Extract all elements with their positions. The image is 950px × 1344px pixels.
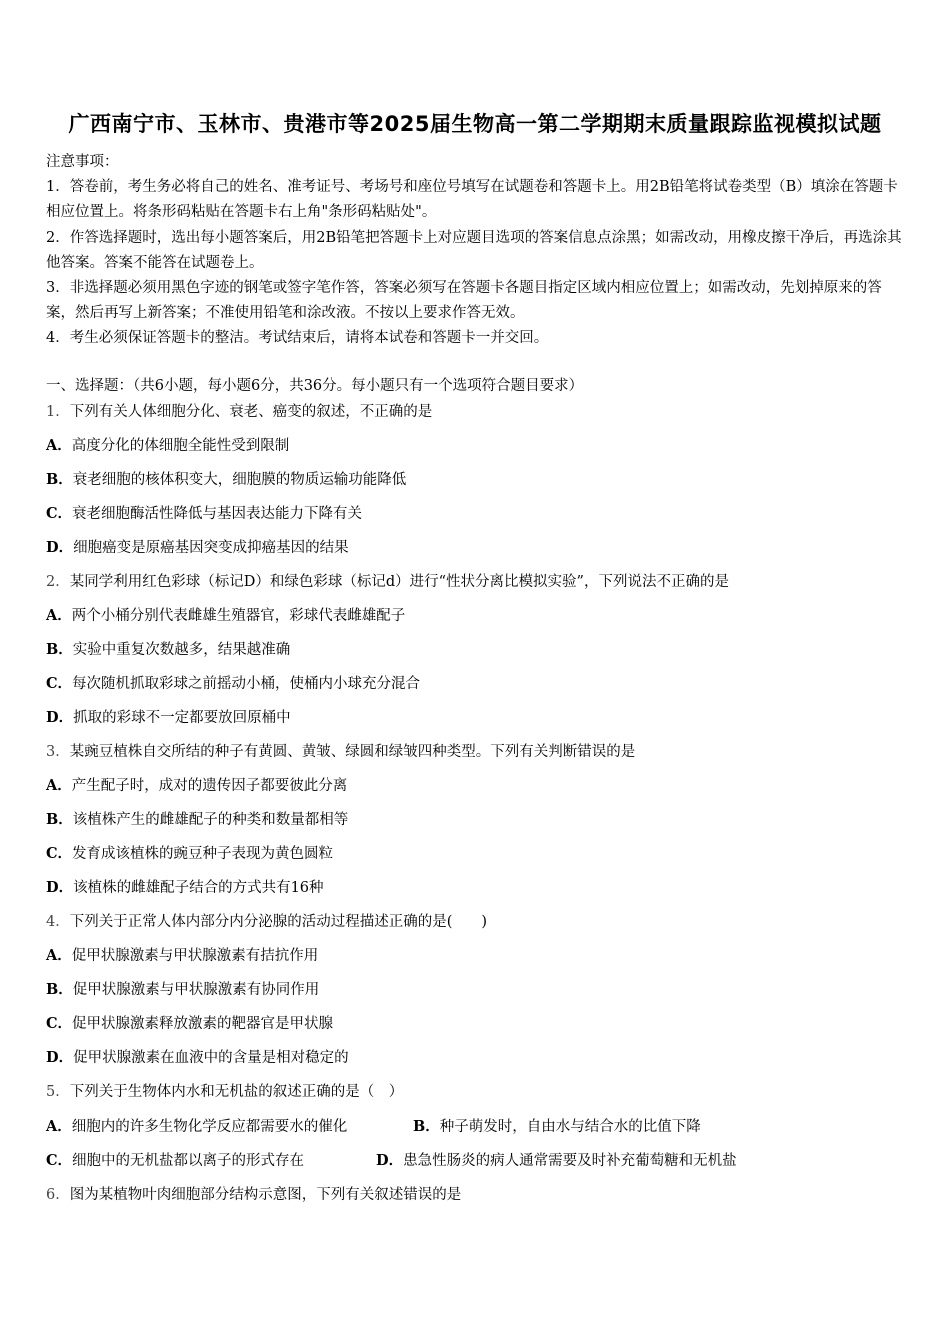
option-label: A．: [46, 437, 72, 454]
question-number: 5．: [46, 1084, 70, 1100]
option-text: 促甲状腺激素与甲状腺激素有协同作用: [72, 982, 320, 998]
option-label: B．: [46, 981, 73, 998]
option-text: 细胞中的无机盐都以离子的形式存在: [72, 1153, 305, 1169]
option-text: 该植株的雌雄配子结合的方式共有16种: [73, 880, 324, 896]
question-stem: [46, 1183, 461, 1204]
option-label: A．: [46, 1118, 72, 1135]
option-text: 种子萌发时，自由水与结合水的比值下降: [439, 1119, 701, 1135]
option-label: B．: [46, 471, 73, 488]
notice-item: 3．非选择题必须用黑色字迹的钢笔或签字笔作答，答案必须写在答题卡各题目指定区域内相应位置上；如需改动，先划掉原来的答案，然后再写上新答案；不准使用铅笔和涂改液。不按以上要求作答无效。: [46, 280, 882, 322]
option-row: [46, 1012, 333, 1033]
option-row: [46, 672, 420, 693]
option-row: [46, 808, 348, 829]
option-text: 高度分化的体细胞全能性受到限制: [71, 438, 290, 454]
question-number: 2．: [46, 574, 70, 590]
question-number: 6．: [46, 1187, 70, 1203]
option-label: A．: [46, 777, 72, 794]
option-text: 该植株产生的雌雄配子的种类和数量都相等: [72, 812, 349, 828]
option-row: [46, 842, 333, 863]
notice-item: 4．考生必须保证答题卡的整洁。考试结束后，请将本试卷和答题卡一并交回。: [46, 330, 549, 347]
question-text: 图为某植物叶肉细胞部分结构示意图，下列有关叙述错误的是: [69, 1187, 462, 1203]
option-d: [376, 1149, 737, 1170]
question-text: 某豌豆植株自交所结的种子有黄圆、黄皱、绿圆和绿皱四种类型。下列有关判断错误的是: [69, 744, 636, 760]
option-label: C．: [46, 505, 73, 522]
notice-heading: 注意事项：: [46, 154, 119, 170]
option-label: D．: [46, 1049, 74, 1066]
option-b: [413, 1115, 701, 1136]
notice-item: 1．答卷前，考生务必将自己的姓名、准考证号、考场号和座位号填写在试题卷和答题卡上。用2B铅笔将试卷类型（B）填涂在答题卡相应位置上。将条形码粘贴在答题卡右上角"条形码粘贴处"。: [46, 179, 898, 221]
option-text: 发育成该植株的豌豆种子表现为黄色圆粒: [72, 846, 334, 862]
option-label: A．: [46, 947, 72, 964]
option-row: [46, 876, 324, 897]
option-row: [46, 468, 406, 489]
question-text: 某同学利用红色彩球（标记D）和绿色彩球（标记d）进行“性状分离比模拟实验”，下列说法不正确的是: [69, 574, 729, 590]
option-row: [46, 978, 319, 999]
question-number: 1．: [46, 404, 70, 420]
page-title: 广西南宁市、玉林市、贵港市等2025届生物高一第二学期期末质量跟踪监视模拟试题: [68, 112, 882, 136]
option-row: [46, 1046, 349, 1067]
option-a: [46, 1115, 413, 1136]
option-label: C．: [46, 1152, 73, 1169]
option-row: [46, 434, 289, 455]
option-row: [46, 536, 349, 557]
option-text: 实验中重复次数越多，结果越准确: [72, 642, 291, 658]
question-stem: [46, 570, 729, 591]
option-text: 促甲状腺激素释放激素的靶器官是甲状腺: [72, 1016, 334, 1032]
section-heading: 一、选择题：（共6小题，每小题6分，共36分。每小题只有一个选项符合题目要求）: [46, 378, 584, 394]
question-number: 3．: [46, 744, 70, 760]
option-row: [46, 706, 291, 727]
option-row: [46, 502, 362, 523]
question-text: 下列有关人体细胞分化、衰老、癌变的叙述，不正确的是: [69, 404, 433, 420]
option-row: [46, 774, 347, 795]
question-stem: [46, 400, 432, 421]
notice-block: [46, 150, 908, 352]
option-label: B．: [413, 1118, 440, 1135]
option-label: B．: [46, 811, 73, 828]
option-label: D．: [46, 879, 74, 896]
option-text: 促甲状腺激素在血液中的含量是相对稳定的: [73, 1050, 349, 1066]
option-label: C．: [46, 845, 73, 862]
question-stem: [46, 910, 487, 931]
option-text: 促甲状腺激素与甲状腺激素有拮抗作用: [71, 948, 319, 964]
question-text: 下列关于生物体内水和无机盐的叙述正确的是（ ）: [69, 1084, 404, 1100]
question-text: 下列关于正常人体内部分内分泌腺的活动过程描述正确的是( ): [69, 914, 488, 930]
question-stem: [46, 740, 635, 761]
option-text: 抓取的彩球不一定都要放回原桶中: [73, 710, 291, 726]
option-label: C．: [46, 675, 73, 692]
option-text: 产生配子时，成对的遗传因子都要彼此分离: [71, 778, 348, 794]
option-label: C．: [46, 1015, 73, 1032]
option-row: [46, 944, 318, 965]
option-text: 每次随机抓取彩球之前摇动小桶，使桶内小球充分混合: [72, 676, 421, 692]
option-row: [46, 1149, 737, 1170]
option-label: D．: [376, 1152, 404, 1169]
option-text: 细胞内的许多生物化学反应都需要水的催化: [71, 1119, 348, 1135]
option-text: 患急性肠炎的病人通常需要及时补充葡萄糖和无机盐: [403, 1153, 737, 1169]
notice-item: 2．作答选择题时，选出每小题答案后，用2B铅笔把答题卡上对应题目选项的答案信息点涂黑；如需改动，用橡皮擦干净后，再选涂其他答案。答案不能答在试题卷上。: [46, 229, 902, 271]
option-text: 两个小桶分别代表雌雄生殖器官，彩球代表雌雄配子: [71, 608, 406, 624]
option-row: [46, 638, 290, 659]
option-text: 细胞癌变是原癌基因突变成抑癌基因的结果: [73, 540, 349, 556]
question-number: 4．: [46, 914, 70, 930]
option-c: [46, 1149, 376, 1170]
option-row: [46, 1115, 701, 1136]
option-label: B．: [46, 641, 73, 658]
option-text: 衰老细胞的核体积变大，细胞膜的物质运输功能降低: [72, 472, 407, 488]
option-text: 衰老细胞酶活性降低与基因表达能力下降有关: [72, 506, 363, 522]
option-label: D．: [46, 709, 74, 726]
option-label: D．: [46, 539, 74, 556]
question-stem: [46, 1080, 403, 1101]
option-label: A．: [46, 607, 72, 624]
option-row: [46, 604, 405, 625]
